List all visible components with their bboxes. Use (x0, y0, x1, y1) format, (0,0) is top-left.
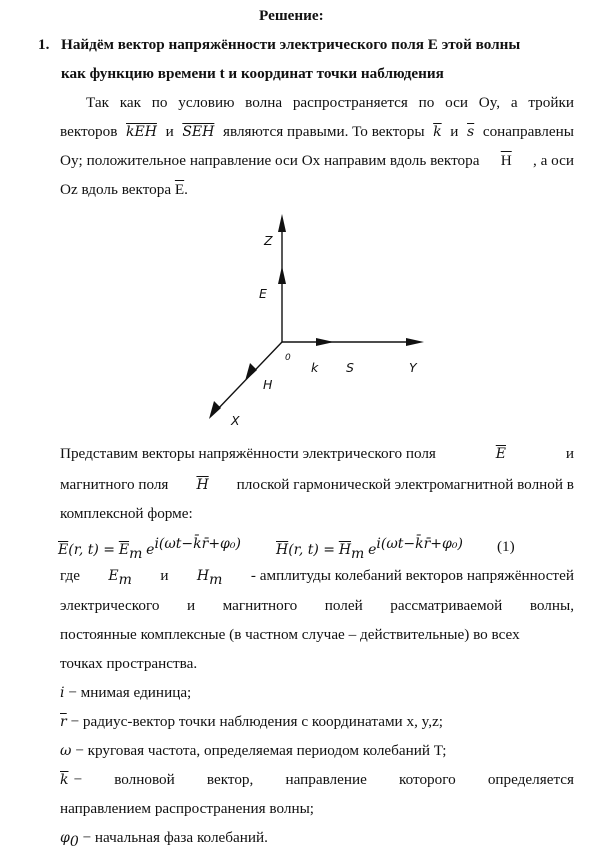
def-wave-vector-line2: направлением распространения волны; (60, 800, 314, 817)
where-line3: постоянные комплексные (в частном случае – действительные) во всех (60, 626, 520, 643)
formula-h-lhs: $\overline{H}$ (276, 542, 289, 559)
intro-line4-period: . (184, 181, 188, 198)
def-angular-frequency (60, 743, 446, 758)
formula-h-args: (r, t) = (288, 542, 336, 559)
where-hm-sub: m (209, 572, 223, 589)
def-i-symbol: i (60, 685, 65, 701)
vector-H: $\overline{H}$ (500, 152, 512, 169)
def-k-text: − волновой вектор, направление которого определяется (73, 771, 574, 788)
label-h: H (263, 377, 273, 392)
where-line1 (60, 568, 574, 587)
intro-and-word-2: и (450, 123, 459, 140)
label-e: E (259, 286, 267, 301)
def-radius-vector (60, 714, 443, 729)
def-phi-sub: 0 (69, 834, 79, 851)
complex-line2-tail: плоской гармонической электромагнитной волной в (236, 476, 574, 493)
def-k-symbol: $\overline{k}$ (60, 772, 69, 788)
where-word: где (60, 567, 80, 584)
where-and-word: и (160, 567, 169, 584)
label-z: Z (264, 233, 273, 248)
label-x: X (231, 413, 240, 428)
where-hm (197, 568, 223, 587)
def-i-text: − мнимая единица; (68, 684, 192, 701)
solution-heading: Решение: (259, 7, 324, 24)
def-phi-symbol: φ (60, 830, 70, 846)
complex-line2-text: магнитного поля (60, 476, 169, 493)
triple-SEH: $\overline{SEH}$ (182, 124, 215, 140)
label-s: S (346, 360, 354, 375)
equation-number: (1) (497, 538, 515, 555)
where-line4: точках пространства. (60, 655, 198, 672)
where-em (108, 568, 132, 587)
def-initial-phase (60, 830, 268, 849)
x-axis-arrowhead (209, 401, 221, 419)
intro-vectors-word: векторов (60, 123, 118, 140)
formula-e-amplitude: $\overline{E}$ (118, 542, 130, 559)
formula-e-amp-sub: m (129, 546, 143, 563)
label-origin: 0 (285, 353, 291, 363)
intro-right-text: являются правыми. То векторы (222, 123, 425, 140)
where-em-symbol: E (108, 568, 119, 584)
def-w-symbol: ω (60, 743, 72, 759)
complex-line2 (60, 477, 574, 492)
h-vector-arrowhead (245, 363, 257, 381)
def-r-symbol: $\overline{r}$ (60, 714, 67, 730)
formula-e (58, 537, 241, 561)
intro-codirected-word: сонаправлены (482, 123, 574, 140)
formula-e-exp-base: e (146, 542, 155, 559)
intro-line1: Так как по условию волна распространяется по оси Oy, а тройки (86, 94, 574, 111)
where-em-sub: m (118, 572, 132, 589)
where-line1-tail: - амплитуды колебаний векторов напряжённостей (250, 567, 574, 584)
e-vector-arrowhead (278, 266, 286, 284)
where-hm-symbol: H (196, 568, 210, 584)
def-r-text: − радиус-вектор точки наблюдения с координатами x, y,z; (70, 713, 444, 730)
formula-h-exp-power: i(ωt−k̄r̄+φ₀) (376, 536, 463, 552)
vector-E: $\overline{E}$ (174, 181, 185, 198)
complex-and-word: и (565, 445, 574, 462)
complex-vector-E: $\overline{E}$ (495, 446, 506, 462)
intro-and-word: и (165, 123, 174, 140)
complex-line3: комплексной форме: (60, 505, 193, 522)
formula-h-amp-sub: m (351, 546, 365, 563)
complex-line1 (60, 446, 574, 461)
k-vector-arrowhead (316, 338, 334, 346)
intro-line4-text: Oz вдоль вектора (60, 181, 172, 198)
def-imaginary-unit (60, 685, 191, 700)
where-line2: электрического и магнитного полей рассматриваемой волны, (60, 597, 574, 614)
formula-h-exp-base: e (368, 542, 377, 559)
label-k: k (311, 360, 319, 375)
formula-e-lhs: $\overline{E}$ (58, 542, 69, 559)
section-title-line1: Найдём вектор напряжённости электрического поля E этой волны (61, 36, 521, 53)
intro-line3-tail: , а оси (533, 152, 574, 169)
vector-s: $\overline{s}$ (467, 124, 475, 140)
def-wave-vector (60, 772, 574, 787)
formula-e-args: (r, t) = (68, 542, 116, 559)
z-axis-arrowhead (278, 214, 286, 232)
formula-h (276, 537, 463, 561)
complex-line1-text: Представим векторы напряжённости электрического поля (60, 445, 436, 462)
formula-h-amplitude: $\overline{H}$ (338, 542, 352, 559)
complex-vector-H: $\overline{H}$ (196, 477, 209, 493)
y-axis-arrowhead (406, 338, 424, 346)
section-title-line2: как функцию времени t и координат точки наблюдения (61, 65, 444, 82)
formula-e-exp-power: i(ωt−k̄r̄+φ₀) (154, 536, 241, 552)
label-y: Y (409, 360, 417, 375)
def-phi-text: − начальная фаза колебаний. (82, 829, 268, 846)
intro-line3-text: Oy; положительное направление оси Ox направим вдоль вектора (60, 152, 480, 169)
triple-kEH: $\overline{kEH}$ (126, 124, 157, 140)
vector-k: $\overline{k}$ (433, 124, 442, 140)
section-number: 1. (38, 36, 50, 53)
def-w-text: − круговая частота, определяемая периодом колебаний T; (75, 742, 447, 759)
